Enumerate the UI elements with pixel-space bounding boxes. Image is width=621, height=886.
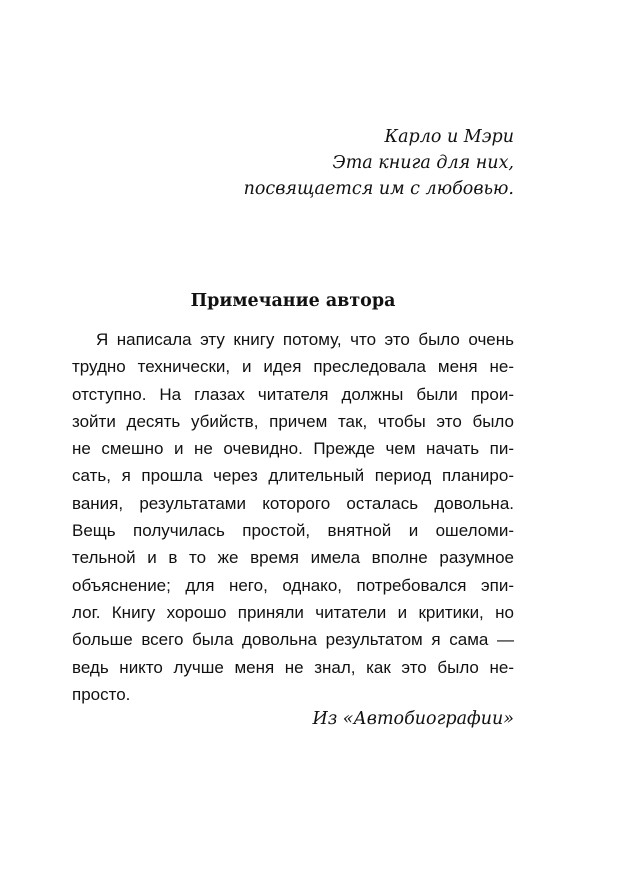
dedication-line: посвящается им с любовью.: [243, 179, 514, 199]
body-line: объяснение; для него, однако, потребовался эпи-: [72, 575, 514, 595]
body-line: трудно технически, и идея преследовала меня не-: [72, 357, 514, 377]
author-note-title: Примечание автора: [190, 291, 396, 311]
body-line: ведь никто лучше меня не знал, как это было не-: [72, 657, 514, 677]
body-line: отступно. На глазах читателя должны были прои-: [72, 384, 514, 404]
body-line: тельной и в то же время имела вполне разумное: [72, 548, 514, 568]
body-line: не смешно и не очевидно. Прежде чем начать пи-: [72, 439, 514, 459]
dedication-line: Карло и Мэри: [384, 127, 514, 147]
body-line: Вещь получилась простой, внятной и ошеломи-: [72, 521, 514, 541]
body-line: вания, результатами которого осталась довольна.: [72, 493, 514, 513]
body-line: зойти десять убийств, причем так, чтобы это было: [72, 411, 514, 431]
body-line: просто.: [72, 684, 131, 704]
dedication-line: Эта книга для них,: [332, 153, 514, 173]
body-line: больше всего была довольна результатом я сама —: [72, 630, 514, 650]
body-line: сать, я прошла через длительный период планиро-: [72, 466, 514, 486]
author-note-body: [72, 326, 514, 708]
dedication: [72, 124, 514, 202]
body-line: лог. Книгу хорошо приняли читатели и критики, но: [72, 602, 514, 622]
author-note-source: Из «Автобиографии»: [312, 709, 514, 729]
body-line: Я написала эту книгу потому, что это было очень: [96, 330, 514, 349]
